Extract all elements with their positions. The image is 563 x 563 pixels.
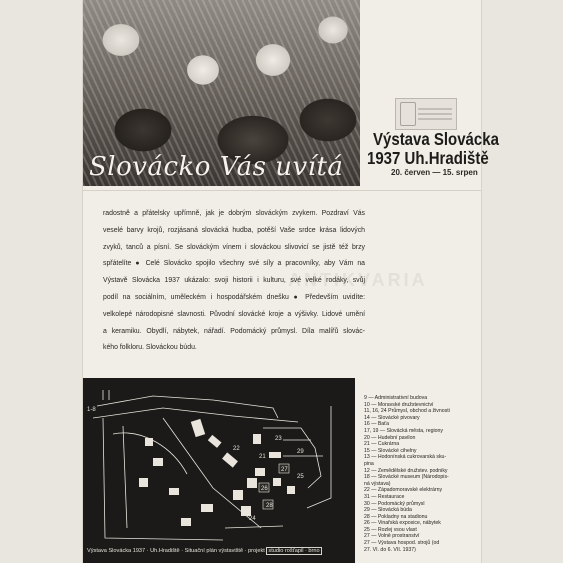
map-caption-studio: studio rošťapil · brno [268, 548, 320, 554]
body-line: velkolepé národopisné slavnosti. Původní slovácké kroje a výšivky. Lidové umění [103, 310, 365, 318]
legend-item: 10 — Moravské družstevnictví [364, 401, 434, 408]
map-label: 1-8 [87, 407, 96, 413]
legend-item: 31 — Restaurace [364, 493, 405, 500]
map-label: 27 [281, 467, 288, 473]
map-caption [87, 548, 322, 554]
body-line: kého folkloru. Slováckou búdu. [103, 344, 197, 352]
map-caption-main: Výstava Slovácka 1937 · Uh.Hradiště · Situační plán výstaviště · projekt [87, 548, 265, 554]
legend-item: pina [364, 460, 374, 467]
folk-costume-photo [83, 0, 360, 186]
legend-item: 21 — Cukrárna [364, 441, 400, 448]
legend-item: 12 — Zemědělské družstev. podniky [364, 467, 448, 474]
legend-item: 27. VI. do 6. VII. 1937) [364, 546, 416, 553]
exhibition-logo [395, 98, 457, 130]
legend-item: 13 — Hodonínská cukrovarská sku- [364, 454, 447, 461]
body-line: podíl na sociálním, uměleckém i hospodářském dnešku ● Především uvidíte: [103, 293, 365, 301]
legend-item: 22 — Západomoravské elektrárny [364, 487, 443, 494]
body-line: zvyků, tanců a písní. Se slováckým vínem i slováckou slivovicí se jistě též brzy [103, 243, 365, 251]
map-label: 28 [266, 503, 273, 509]
legend-item: 11, 16, 24 Průmysl, obchod a živnosti [364, 408, 450, 415]
legend-item: ná výstava) [364, 480, 391, 487]
legend-item: 28 — Pokladny na stadionu [364, 513, 428, 520]
body-line: radostně a přátelsky upřímně, jak je dobrým slováckým zvykem. Pozdraví Vás [103, 210, 365, 217]
map-label: 21 [259, 454, 266, 460]
site-plan-drawing [83, 378, 355, 563]
map-label: 26 [261, 486, 268, 492]
exhibition-dates: 20. červen — 15. srpen [391, 168, 478, 177]
legend-item: 29 — Slovácká búda [364, 507, 412, 514]
exhibition-year-place: 1937 Uh.Hradiště [367, 149, 489, 169]
body-line: Výstavě Slovácka 1937 ukázalo: svoji historii i kulturu, své velké rodáky, svůj [103, 277, 365, 285]
body-text [103, 206, 365, 357]
body-line: veselé barvy krojů, rozjásaná slovácká hudba, potěší Vaše srdce krása lidových [103, 226, 365, 234]
brochure-page [83, 0, 499, 563]
map-label: 24 [249, 516, 256, 522]
legend-item: 27 — Volně prostranství [364, 533, 420, 540]
legend-item: 14 — Slovácké pivovary [364, 414, 420, 421]
legend-item: 30 — Podomácký průmysl [364, 500, 425, 507]
map-label: 25 [297, 474, 304, 480]
legend-item: 16 — Baťa [364, 421, 390, 428]
map-label: 22 [233, 446, 240, 452]
legend-item: 27 — Výstava hospod. strojů (od [364, 540, 440, 547]
fold-line [83, 190, 481, 191]
emblem-icon [400, 102, 416, 126]
site-plan-map [83, 378, 355, 563]
legend-item: 20 — Hudební pavilon [364, 434, 416, 441]
legend-item: 15 — Slovácké cihelny [364, 447, 417, 454]
map-label: 23 [275, 436, 282, 442]
legend-item: 26 — Vinařská exposice, nábytek [364, 520, 441, 527]
legend-item: 17, 19 — Slovácká města, regiony [364, 427, 444, 434]
map-legend [364, 395, 481, 553]
exhibition-title: Výstava Slovácka [373, 130, 499, 150]
photo-caption: Slovácko Vás uvítá [89, 152, 344, 182]
watermark: ANTIKVARIA [288, 270, 428, 290]
map-label: 29 [297, 449, 304, 455]
logo-text-lines [418, 105, 452, 123]
legend-item: 25 — Rozlej vsou vlast [364, 526, 417, 533]
legend-item: 18 — Slovácké museum (Národopis- [364, 474, 449, 481]
legend-item: 9 — Administrativní budova [364, 395, 428, 401]
body-line: spřátelíte ● Celé Slovácko spojilo všechny své síly a pracovníky, aby Vám na [103, 260, 365, 268]
body-line: a keramiku. Obydlí, nábytek, nářadí. Podomácký průmysl. Díla malířů slovác- [103, 327, 365, 335]
